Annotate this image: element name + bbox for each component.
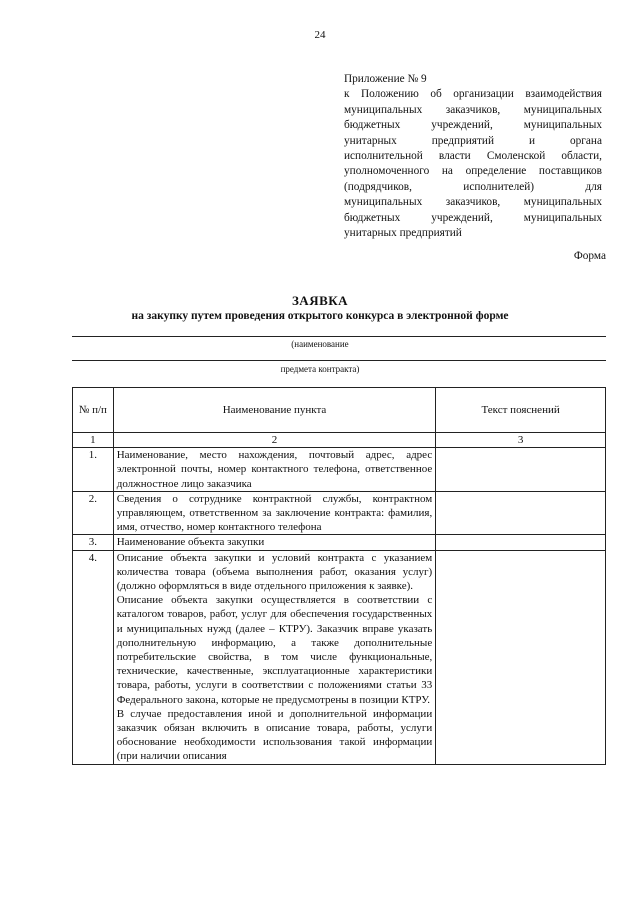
table-header-row — [73, 388, 606, 433]
document-subtitle: на закупку путем проведения открытого конкурса в электронной форме — [131, 310, 509, 322]
appendix-line: бюджетных учреждений, муниципальных — [344, 119, 602, 132]
appendix-line: унитарных предприятий — [344, 227, 462, 240]
appendix-line: уполномоченного на определение поставщиков — [344, 165, 602, 178]
header-number: № п/п — [73, 388, 114, 433]
form-label: Форма — [573, 250, 606, 262]
numbering-cell: 2 — [113, 433, 435, 448]
table-row — [73, 448, 606, 492]
appendix-line: унитарных предприятий и органа — [344, 134, 602, 147]
row-number: 2. — [73, 491, 114, 535]
row-explanation-cell — [436, 550, 606, 764]
table-row — [73, 491, 606, 535]
row-item-text-multi — [113, 550, 435, 764]
appendix-line: (подрядчиков, исполнителей) для — [344, 180, 602, 193]
fill-in-line — [72, 336, 606, 337]
header-explanation: Текст пояснений — [436, 388, 606, 433]
numbering-cell: 3 — [436, 433, 606, 448]
appendix-block — [344, 72, 602, 241]
row-paragraph: В случае предоставления иной и дополнительной информации заказчик обязан включить в описание товара, работы, услуги обоснование необходимости использования такой информации (при наличии описания — [116, 707, 433, 763]
row-explanation-cell — [436, 535, 606, 550]
appendix-line: бюджетных учреждений, муниципальных — [344, 211, 602, 224]
table-row — [73, 550, 606, 764]
row-item-text: Наименование объекта закупки — [113, 535, 435, 550]
caption-subject: предмета контракта) — [280, 364, 360, 374]
row-paragraph: Описание объекта закупки осуществляется в соответствии с каталогом товаров, работ, услуг для обеспечения государственных и муниципальных нужд (далее – КТРУ). Заказчик вправе указать дополнительную информацию, а также дополнительные потребительские свойства, в том числе функциональные, технические, качественные, эксплуатационные характеристики товара, работы, услуги в соответствии с положениями статьи 33 Федерального закона, которые не предусмотрены в позиции КТРУ. — [116, 594, 433, 706]
row-item-text: Наименование, место нахождения, почтовый адрес, адрес электронной почты, номер контактного телефона, ответственное должностное лицо заказчика — [113, 448, 435, 492]
table-row — [73, 535, 606, 550]
appendix-line: к Положению об организации взаимодействия — [344, 88, 602, 101]
row-item-text: Сведения о сотруднике контрактной службы, контрактном управляющем, ответственном за заключение контракта: фамилия, имя, отчество, номер контактного телефона — [113, 491, 435, 535]
row-number: 4. — [73, 550, 114, 764]
row-number: 3. — [73, 535, 114, 550]
appendix-title: Приложение № 9 — [344, 73, 427, 85]
numbering-cell: 1 — [73, 433, 114, 448]
document-title: ЗАЯВКА — [291, 293, 349, 308]
row-explanation-cell — [436, 491, 606, 535]
caption-name: (наименование — [291, 339, 349, 349]
header-item-name: Наименование пункта — [113, 388, 435, 433]
row-number: 1. — [73, 448, 114, 492]
appendix-line: исполнительной власти Смоленской области, — [344, 150, 602, 163]
page-number: 24 — [314, 29, 326, 41]
row-explanation-cell — [436, 448, 606, 492]
fill-in-line — [72, 360, 606, 361]
row-paragraph: Описание объекта закупки и условий контракта с указанием количества товара (объема выполнения работ, оказания услуг) (должно оформляться в виде отдельного приложения к заявке). — [116, 551, 433, 593]
request-table — [72, 387, 606, 765]
appendix-line: муниципальных заказчиков, муниципальных — [344, 103, 602, 116]
table-numbering-row — [73, 433, 606, 448]
appendix-line: муниципальных заказчиков, муниципальных — [344, 196, 602, 209]
